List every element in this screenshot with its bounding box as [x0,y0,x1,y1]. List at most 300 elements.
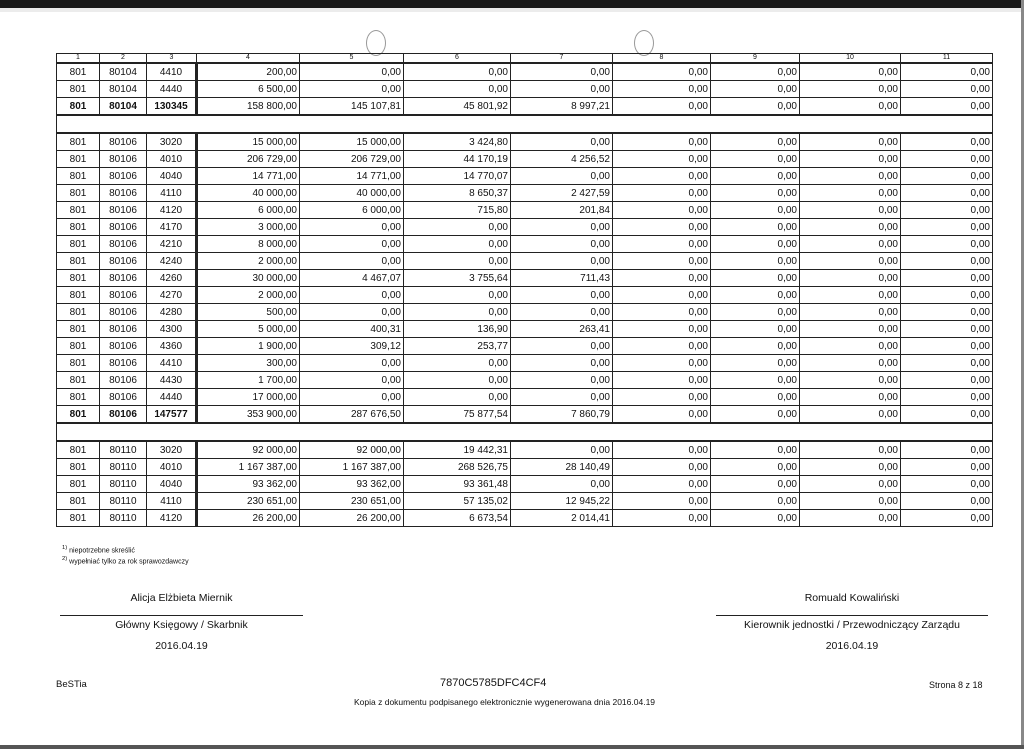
footnote-1-mark: 1) [62,545,68,551]
table-cell: 0,00 [511,253,613,270]
table-cell: 80106 [100,406,147,424]
table-cell: 80106 [100,219,147,236]
table-cell: 80106 [100,287,147,304]
table-cell: 1 167 387,00 [197,459,300,476]
table-cell: 4120 [147,202,197,219]
table-cell: 0,00 [711,185,800,202]
budget-report-table [56,53,993,527]
table-cell: 0,00 [404,81,511,98]
table-cell: 253,77 [404,338,511,355]
table-cell: 80104 [100,63,147,81]
table-cell: 0,00 [800,81,901,98]
footer-copy-note: Kopia z dokumentu podpisanego elektronicznie wygenerowana dnia 2016.04.19 [354,697,656,707]
table-cell: 136,90 [404,321,511,338]
table-cell: 4040 [147,476,197,493]
table-cell: 0,00 [901,338,993,355]
table-cell: 206 729,00 [300,151,404,168]
table-cell: 0,00 [711,493,800,510]
table-cell: 0,00 [901,441,993,459]
table-cell: 8 997,21 [511,98,613,116]
table-cell: 0,00 [613,81,711,98]
table-cell: 0,00 [800,441,901,459]
table-row [57,63,993,81]
table-cell: 0,00 [511,476,613,493]
table-cell: 801 [57,270,100,287]
separator-cell [57,115,993,133]
table-cell: 80104 [100,98,147,116]
table-cell: 0,00 [300,372,404,389]
table-cell: 0,00 [300,389,404,406]
table-cell: 4120 [147,510,197,527]
table-cell: 801 [57,98,100,116]
table-cell: 801 [57,151,100,168]
table-cell: 26 200,00 [300,510,404,527]
signature-left-line [60,615,303,616]
table-cell: 0,00 [613,476,711,493]
table-cell: 15 000,00 [300,133,404,151]
table-cell: 0,00 [711,63,800,81]
table-cell: 0,00 [711,476,800,493]
table-cell: 0,00 [711,389,800,406]
table-cell: 0,00 [800,98,901,116]
footnote-1-text: niepotrzebne skreślić [69,547,135,555]
table-cell: 801 [57,441,100,459]
separator-cell [57,423,993,441]
table-cell: 4300 [147,321,197,338]
column-header-2: 2 [100,54,147,64]
table-cell: 0,00 [901,476,993,493]
table-cell: 3 424,80 [404,133,511,151]
table-cell: 0,00 [711,253,800,270]
table-cell: 801 [57,63,100,81]
table-cell: 4410 [147,63,197,81]
table-cell: 26 200,00 [197,510,300,527]
table-cell: 7 860,79 [511,406,613,424]
table-cell: 0,00 [800,304,901,321]
table-cell: 6 000,00 [300,202,404,219]
table-cell: 801 [57,304,100,321]
column-header-9: 9 [711,54,800,64]
table-cell: 0,00 [613,168,711,185]
footer-document-code: 7870C5785DFC4CF4 [440,677,547,689]
table-cell: 801 [57,219,100,236]
table-cell: 0,00 [711,219,800,236]
table-cell: 45 801,92 [404,98,511,116]
table-row [57,133,993,151]
table-cell: 6 000,00 [197,202,300,219]
footnote-1 [62,545,135,554]
table-cell: 801 [57,202,100,219]
table-cell: 0,00 [901,510,993,527]
table-cell: 353 900,00 [197,406,300,424]
table-cell: 0,00 [613,493,711,510]
table-cell: 0,00 [404,236,511,253]
table-cell: 3020 [147,441,197,459]
table-cell: 4010 [147,459,197,476]
table-cell: 80106 [100,321,147,338]
table-cell: 0,00 [511,133,613,151]
table-cell: 3 000,00 [197,219,300,236]
table-cell: 0,00 [404,63,511,81]
table-cell: 0,00 [901,168,993,185]
table-cell: 80106 [100,304,147,321]
table-row [57,287,993,304]
table-row [57,355,993,372]
table-cell: 0,00 [901,459,993,476]
table-cell: 0,00 [613,98,711,116]
table-cell: 200,00 [197,63,300,81]
table-cell: 0,00 [613,219,711,236]
table-cell: 2 014,41 [511,510,613,527]
table-cell: 0,00 [613,185,711,202]
table-cell: 4 256,52 [511,151,613,168]
table-cell: 230 651,00 [300,493,404,510]
table-cell: 0,00 [511,304,613,321]
table-cell: 0,00 [800,510,901,527]
table-cell: 80106 [100,151,147,168]
table-cell: 0,00 [613,236,711,253]
signature-left-date: 2016.04.19 [155,640,208,652]
column-number-header [57,54,993,64]
table-row [57,270,993,287]
table-cell: 0,00 [901,219,993,236]
table-cell: 801 [57,389,100,406]
table-cell: 0,00 [711,441,800,459]
table-cell: 0,00 [800,270,901,287]
table-cell: 4170 [147,219,197,236]
table-cell: 0,00 [613,63,711,81]
table-cell: 0,00 [511,389,613,406]
table-row [57,441,993,459]
table-cell: 801 [57,459,100,476]
table-cell: 0,00 [800,202,901,219]
column-header-3: 3 [147,54,197,64]
footnote-2 [62,556,189,565]
table-cell: 801 [57,81,100,98]
table-cell: 0,00 [901,253,993,270]
table-cell: 0,00 [404,219,511,236]
signature-left-role: Główny Księgowy / Skarbnik [115,619,248,631]
table-row [57,510,993,527]
table-cell: 0,00 [901,81,993,98]
column-header-11: 11 [901,54,993,64]
table-cell: 0,00 [901,355,993,372]
table-cell: 0,00 [711,81,800,98]
table-cell: 4010 [147,151,197,168]
table-cell: 0,00 [300,304,404,321]
table-cell: 0,00 [300,219,404,236]
table-cell: 0,00 [613,459,711,476]
table-cell: 80106 [100,389,147,406]
table-row [57,151,993,168]
table-cell: 263,41 [511,321,613,338]
table-cell: 145 107,81 [300,98,404,116]
table-cell: 309,12 [300,338,404,355]
table-cell: 0,00 [511,372,613,389]
table-cell: 801 [57,510,100,527]
table-cell: 2 427,59 [511,185,613,202]
table-cell: 0,00 [511,338,613,355]
table-cell: 30 000,00 [197,270,300,287]
table-row [57,81,993,98]
table-cell: 0,00 [711,133,800,151]
table-cell: 0,00 [613,406,711,424]
table-cell: 0,00 [800,168,901,185]
table-cell: 0,00 [711,270,800,287]
table-cell: 0,00 [404,355,511,372]
table-cell: 75 877,54 [404,406,511,424]
table-cell: 0,00 [800,236,901,253]
column-header-7: 7 [511,54,613,64]
table-row [57,372,993,389]
table-cell: 80106 [100,168,147,185]
table-cell: 0,00 [711,98,800,116]
table-cell: 80110 [100,441,147,459]
table-cell: 0,00 [300,355,404,372]
column-header-8: 8 [613,54,711,64]
table-cell: 0,00 [711,459,800,476]
table-cell: 4430 [147,372,197,389]
column-header-10: 10 [800,54,901,64]
table-cell: 0,00 [901,202,993,219]
table-cell: 40 000,00 [300,185,404,202]
table-cell: 80106 [100,236,147,253]
table-cell: 4240 [147,253,197,270]
table-cell: 4440 [147,389,197,406]
group-separator [57,423,993,441]
table-cell: 0,00 [711,304,800,321]
table-cell: 2 000,00 [197,253,300,270]
footnote-2-mark: 2) [62,556,68,562]
table-cell: 5 000,00 [197,321,300,338]
signature-right-role: Kierownik jednostki / Przewodniczący Zarządu [744,619,960,631]
table-cell: 0,00 [901,236,993,253]
table-cell: 4 467,07 [300,270,404,287]
table-cell: 0,00 [800,476,901,493]
table-cell: 80110 [100,459,147,476]
table-cell: 0,00 [511,236,613,253]
column-header-6: 6 [404,54,511,64]
table-cell: 711,43 [511,270,613,287]
table-cell: 0,00 [404,389,511,406]
table-cell: 93 361,48 [404,476,511,493]
table-cell: 0,00 [901,270,993,287]
table-cell: 0,00 [711,287,800,304]
table-cell: 0,00 [511,287,613,304]
table-row [57,304,993,321]
table-cell: 0,00 [613,372,711,389]
table-cell: 4110 [147,493,197,510]
table-cell: 28 140,49 [511,459,613,476]
table-cell: 0,00 [800,321,901,338]
table-cell: 0,00 [711,338,800,355]
table-cell: 0,00 [511,219,613,236]
table-cell: 80106 [100,372,147,389]
table-cell: 0,00 [711,321,800,338]
table-cell: 44 170,19 [404,151,511,168]
table-total-row [57,98,993,116]
column-header-4: 4 [197,54,300,64]
table-cell: 4360 [147,338,197,355]
table-cell: 80106 [100,338,147,355]
table-cell: 4410 [147,355,197,372]
table-cell: 0,00 [613,338,711,355]
table-cell: 0,00 [901,493,993,510]
table-cell: 0,00 [800,406,901,424]
table-cell: 801 [57,168,100,185]
table-cell: 0,00 [613,355,711,372]
table-cell: 0,00 [901,389,993,406]
table-cell: 8 000,00 [197,236,300,253]
table-cell: 0,00 [901,372,993,389]
table-cell: 1 900,00 [197,338,300,355]
table-cell: 0,00 [511,63,613,81]
table-cell: 14 770,07 [404,168,511,185]
table-row [57,459,993,476]
table-cell: 14 771,00 [197,168,300,185]
table-cell: 3020 [147,133,197,151]
table-cell: 6 673,54 [404,510,511,527]
table-cell: 0,00 [800,151,901,168]
table-cell: 80106 [100,202,147,219]
table-cell: 8 650,37 [404,185,511,202]
table-cell: 801 [57,236,100,253]
table-cell: 801 [57,338,100,355]
table-cell: 147577 [147,406,197,424]
table-cell: 0,00 [404,253,511,270]
table-cell: 0,00 [711,202,800,219]
table-cell: 801 [57,253,100,270]
table-row [57,202,993,219]
table-cell: 801 [57,493,100,510]
table-cell: 801 [57,287,100,304]
table-cell: 0,00 [300,236,404,253]
table-cell: 0,00 [613,287,711,304]
table-cell: 0,00 [300,63,404,81]
table-cell: 15 000,00 [197,133,300,151]
table-cell: 0,00 [800,63,901,81]
table-cell: 40 000,00 [197,185,300,202]
table-cell: 201,84 [511,202,613,219]
table-cell: 0,00 [800,459,901,476]
table-cell: 715,80 [404,202,511,219]
table-cell: 80106 [100,253,147,270]
table-cell: 57 135,02 [404,493,511,510]
table-cell: 80106 [100,270,147,287]
table-cell: 0,00 [300,287,404,304]
table-cell: 0,00 [300,81,404,98]
table-cell: 0,00 [300,253,404,270]
table-cell: 500,00 [197,304,300,321]
table-cell: 0,00 [901,321,993,338]
table-cell: 0,00 [613,151,711,168]
table-cell: 206 729,00 [197,151,300,168]
table-cell: 80110 [100,510,147,527]
table-row [57,185,993,202]
table-row [57,493,993,510]
table-cell: 0,00 [711,151,800,168]
table-cell: 0,00 [901,133,993,151]
table-row [57,389,993,406]
signature-right-date: 2016.04.19 [825,640,879,652]
table-cell: 93 362,00 [197,476,300,493]
signature-right-name: Romuald Kowaliński [804,592,900,604]
signature-right-line [716,615,988,616]
table-cell: 0,00 [901,98,993,116]
table-row [57,219,993,236]
table-cell: 0,00 [711,510,800,527]
scan-edge-bottom [0,745,1024,749]
table-cell: 0,00 [800,185,901,202]
table-cell: 92 000,00 [197,441,300,459]
table-cell: 801 [57,406,100,424]
table-cell: 230 651,00 [197,493,300,510]
table-cell: 0,00 [800,338,901,355]
table-cell: 0,00 [711,355,800,372]
table-cell: 801 [57,185,100,202]
table-cell: 400,31 [300,321,404,338]
table-cell: 0,00 [901,304,993,321]
table-cell: 801 [57,372,100,389]
table-cell: 4260 [147,270,197,287]
scan-edge-top-shade [0,8,1024,12]
table-cell: 4040 [147,168,197,185]
table-cell: 801 [57,321,100,338]
table-cell: 92 000,00 [300,441,404,459]
table-cell: 0,00 [800,493,901,510]
table-row [57,338,993,355]
table-cell: 0,00 [901,287,993,304]
table-cell: 0,00 [800,389,901,406]
group-separator [57,115,993,133]
table-cell: 4440 [147,81,197,98]
table-cell: 0,00 [613,321,711,338]
table-cell: 0,00 [511,355,613,372]
table-cell: 14 771,00 [300,168,404,185]
table-cell: 0,00 [901,63,993,81]
table-row [57,321,993,338]
table-cell: 0,00 [901,406,993,424]
table-cell: 19 442,31 [404,441,511,459]
table-cell: 0,00 [711,372,800,389]
table-cell: 0,00 [511,168,613,185]
table-cell: 0,00 [511,441,613,459]
table-cell: 0,00 [901,185,993,202]
table-row [57,168,993,185]
table-cell: 80106 [100,355,147,372]
table-cell: 0,00 [711,168,800,185]
footnote-2-text: wypełniać tylko za rok sprawozdawczy [69,558,189,566]
table-cell: 0,00 [800,133,901,151]
table-cell: 0,00 [404,372,511,389]
table-cell: 0,00 [613,510,711,527]
table-cell: 0,00 [800,372,901,389]
table-cell: 300,00 [197,355,300,372]
column-header-5: 5 [300,54,404,64]
footer-app-name: BeSTia [56,679,87,690]
table-cell: 0,00 [613,304,711,321]
table-cell: 0,00 [800,219,901,236]
table-cell: 0,00 [800,287,901,304]
table-cell: 1 167 387,00 [300,459,404,476]
table-cell: 17 000,00 [197,389,300,406]
table-cell: 80110 [100,493,147,510]
table-cell: 4110 [147,185,197,202]
table-cell: 0,00 [404,287,511,304]
table-cell: 80106 [100,185,147,202]
table-cell: 268 526,75 [404,459,511,476]
table-cell: 0,00 [901,151,993,168]
